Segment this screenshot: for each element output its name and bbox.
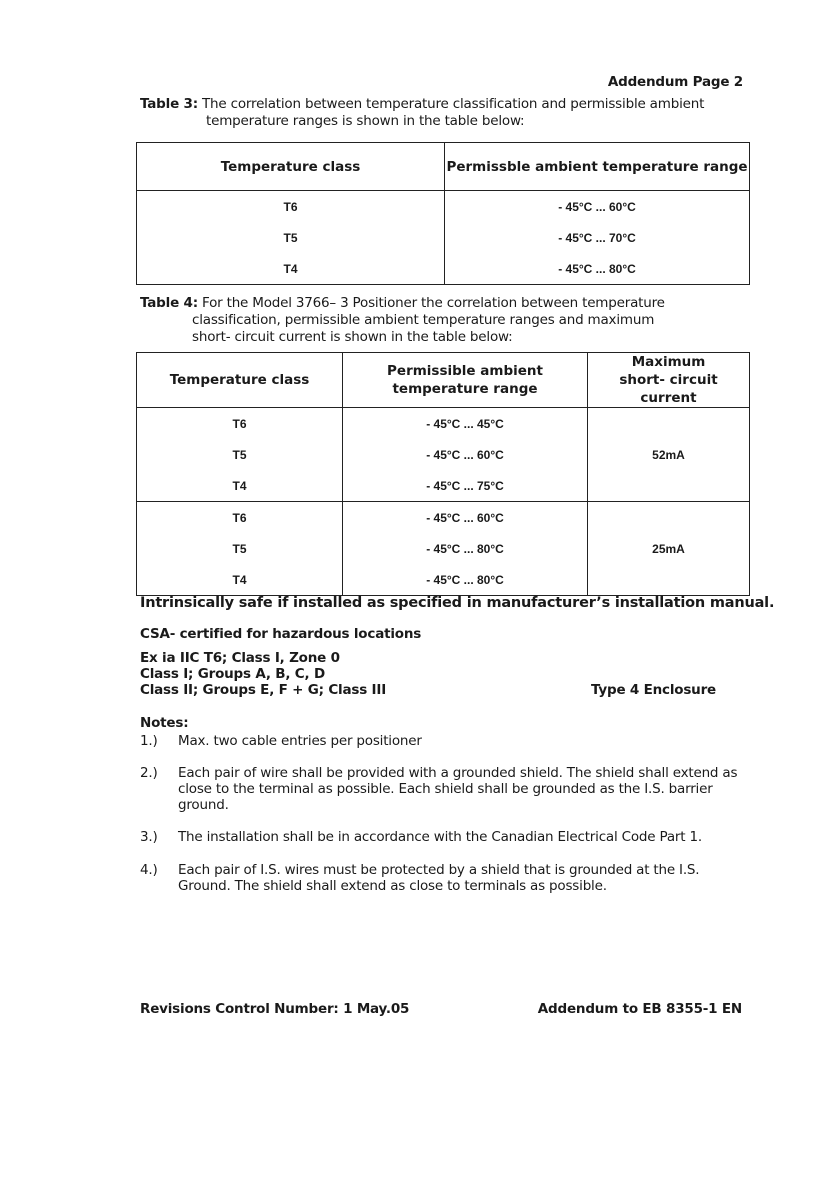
table4-header: Temperature class	[137, 353, 343, 408]
table4-cell: - 45°C ... 45°C	[343, 408, 588, 440]
table3-header: Permissble ambient temperature range	[445, 143, 750, 191]
table3-cell: - 45°C ... 80°C	[445, 253, 750, 285]
revision-number: Revisions Control Number: 1 May.05	[140, 1001, 410, 1017]
enclosure-type: Type 4 Enclosure	[590, 682, 716, 698]
table4-cell: - 45°C ... 80°C	[343, 533, 588, 564]
page-label: Addendum Page 2	[607, 74, 743, 90]
table4-caption: Table 4: For the Model 3766– 3 Positioner the correlation between temperature classification, permissible ambient temperature ranges and maximum short- circuit current is shown in the table below:	[140, 295, 665, 345]
document-page: Addendum Page 2 Table 3: The correlation between temperature classification and permissible ambient temperature ranges is shown in the table below: Temperature class Permissble ambient temperature range T6 - 45°C ... 60°C T5 - 45°C ... 70°C T4 - 45°C ... 80°C Table 4: For the Model 3766– 3 Positioner the correlation between temperature classification, permissible ambient temperature ranges and maximum short- circuit current is shown in the table below: Temperature class Permissible ambient temperature range Maximum short- circuit current T6 - 45°C ... 45°C 52mA T5 - 45°C ... 60°C T4 - 45°C ... 75°C T6 - 45°C ... 60°C 25mA T5 - 45°C ... 80°C T4 - 45°C ... 80°C Intrinsically safe if installed as specified in manufacturer’s installation manual. CSA- certified for hazardous locations Ex ia IIC T6; Class I, Zone 0 Class I; Groups A, B, C, D Class II; Groups E, F + G; Class III Type 4 Enclosure Notes: 1.) Max. two cable entries per positioner 2.) Each pair of wire shall be provided with a grounded shield. The shield shall extend as close to the terminal as possible. Each shield shall be grounded as the I.S. barrier ground. 3.) The installation shall be in accordance with the Canadian Electrical Code Part 1. 4.) Each pair of I.S. wires must be protected by a shield that is grounded at the I.S. Ground. The shield shall extend as close to terminals as possible. Revisions Control Number: 1 May.05 Addendum to EB 8355-1 EN	[0, 0, 839, 1191]
table4-cell: T6	[137, 408, 343, 440]
table4-cell: T6	[137, 502, 343, 534]
safety-statement: Intrinsically safe if installed as specified in manufacturer’s installation manual.	[140, 595, 775, 611]
table4-header: Permissible ambient temperature range	[343, 353, 588, 408]
table4-cell: T5	[137, 439, 343, 470]
notes-title: Notes:	[140, 715, 189, 731]
table4-cell: T4	[137, 564, 343, 596]
table4-cell: - 45°C ... 60°C	[343, 502, 588, 534]
table3-cell: T5	[137, 222, 445, 253]
csa-title: CSA- certified for hazardous locations	[140, 626, 422, 642]
table4-header: Maximum short- circuit current	[588, 353, 750, 408]
csa-line: Class I; Groups A, B, C, D	[140, 666, 325, 682]
table4-cell: - 45°C ... 75°C	[343, 470, 588, 502]
document-reference: Addendum to EB 8355-1 EN	[537, 1001, 742, 1017]
table4-cell: T5	[137, 533, 343, 564]
table3-caption: Table 3: The correlation between temperature classification and permissible ambient temperature ranges is shown in the table below:	[140, 96, 705, 129]
table3-cell: T6	[137, 191, 445, 223]
csa-line: Ex ia IIC T6; Class I, Zone 0	[140, 650, 340, 666]
table3-cell: T4	[137, 253, 445, 285]
table4-cell: - 45°C ... 60°C	[343, 439, 588, 470]
table3-header: Temperature class	[137, 143, 445, 191]
table3	[136, 142, 750, 285]
table3-cell: - 45°C ... 70°C	[445, 222, 750, 253]
table4-cell: - 45°C ... 80°C	[343, 564, 588, 596]
table4-current: 25mA	[588, 502, 750, 596]
table3-cell: - 45°C ... 60°C	[445, 191, 750, 223]
table4-current: 52mA	[588, 408, 750, 502]
table4-cell: T4	[137, 470, 343, 502]
table4	[136, 352, 750, 596]
csa-line: Class II; Groups E, F + G; Class III	[140, 682, 387, 698]
